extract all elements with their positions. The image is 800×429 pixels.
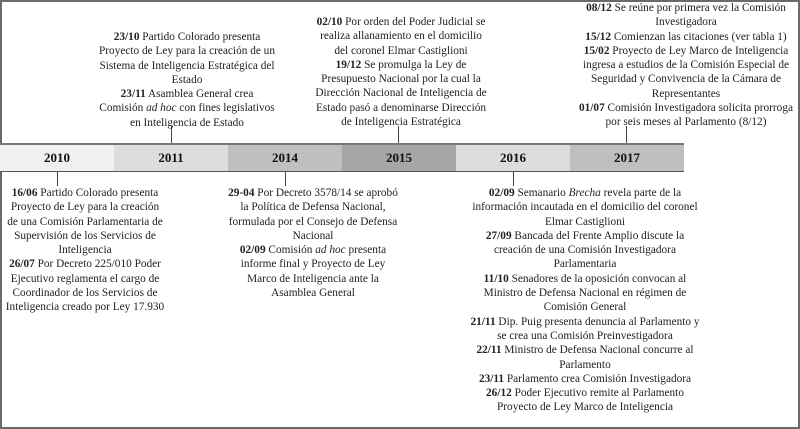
timeline-event [573,30,799,44]
event-date: 29-04 [228,187,255,199]
event-date: 01/07 [579,102,605,115]
timeline-event [573,44,799,101]
year-segment-2016: 2016 [456,145,570,171]
year-segment-2011: 2011 [114,145,228,171]
event-date: 26/12 [486,387,512,400]
event-date: 02/09 [239,244,266,257]
timeline-event [467,372,703,386]
event-text-italic: ad hoc [315,244,346,257]
events-2010 [5,186,165,315]
events-2014 [228,186,398,300]
timeline-event [98,87,276,130]
timeline-event [467,186,703,229]
event-text: Comienzan las citaciones (ver tabla 1) [611,30,787,43]
timeline-event [467,386,703,415]
event-text: Senadores de la oposición convocan al Ministro de Defensa Nacional en régimen de Comisión General [483,272,687,314]
year-segment-2010: 2010 [0,145,114,171]
event-text: con fines legislativos en Inteligencia de Estado [130,102,275,129]
event-text: Se promulga la Ley de Presupuesto Nacional por la cual la Dirección Nacional de Inteligencia de Estado pasó a denominarse Dirección de Inteligencia Estratégica [315,58,487,129]
timeline-event [573,1,799,30]
events-2015 [312,15,490,129]
event-text: Por orden del Poder Judicial se realiza allanamiento en el domicilio del coronel Elmar Castiglioni [320,16,486,57]
event-date: 23/10 [113,31,140,43]
year-segment-2014: 2014 [228,145,342,171]
timeline-event [467,343,703,372]
timeline-event [312,15,490,58]
event-text: Parlamento crea Comisión Investigadora [504,372,692,385]
timeline-event [467,229,703,272]
event-date: 15/02 [583,44,610,57]
event-text: Se reúne por primera vez la Comisión Investigadora [611,2,786,29]
event-date: 22/11 [476,344,502,357]
event-date: 21/11 [470,315,496,328]
timeline-event [228,243,398,300]
event-text-italic: Brecha [568,187,601,199]
event-date: 26/07 [9,258,35,271]
event-text: Asamblea General crea Comisión [99,88,254,115]
event-text: presenta informe final y Proyecto de Ley Marco de Inteligencia ante la Asamblea General [240,244,387,300]
year-segment-2015: 2015 [342,145,456,171]
event-date: 02/09 [488,187,515,199]
event-text: Semanario [514,187,569,199]
connector-2014 [285,172,286,186]
timeline-event [312,58,490,129]
timeline-event [467,315,703,344]
event-text: Proyecto de Ley Marco de Inteligencia ingresa a estudios de la Comisión Especial de Seguridad y Convivencia de la Cámara de Representantes [582,44,790,100]
events-2016 [467,186,703,415]
timeline-event [467,272,703,315]
event-text: Dip. Puig presenta denuncia al Parlamento y se crea una Comisión Preinvestigadora [495,315,700,342]
event-date: 11/10 [483,272,509,285]
event-text: Poder Ejecutivo remite al Parlamento Proyecto de Ley Marco de Inteligencia [497,387,684,414]
events-2017 [573,1,799,130]
event-text: Por Decreto 225/010 Poder Ejecutivo reglamenta el cargo de Coordinador de los Servicios de Inteligencia creado por Ley 17.930 [5,258,165,314]
event-date: 16/06 [11,187,38,199]
event-date: 02/10 [316,16,343,28]
year-segment-2017: 2017 [570,145,684,171]
event-text: Ministro de Defensa Nacional concurre al Parlamento [501,344,694,371]
event-date: 19/12 [335,58,362,71]
timeline-event [573,101,799,130]
event-text: Partido Colorado presenta Proyecto de Ley para la creación de una Comisión Parlamentaria de Supervisión de los Servicios de Inteligencia [7,187,163,257]
events-2011 [98,30,276,130]
timeline-bar [0,143,684,172]
connector-2016 [513,172,514,186]
event-text: Partido Colorado presenta Proyecto de Ley para la creación de un Sistema de Inteligencia Estratégica del Estado [99,31,275,86]
event-text: Bancada del Frente Amplio discute la creación de una Comisión Investigadora Parlamentaria [494,229,685,271]
event-text: Por Decreto 3578/14 se aprobó la Política de Defensa Nacional, formulada por el Consejo de Defensa Nacional [228,187,398,242]
connector-2010 [57,172,58,186]
timeline-event [98,30,276,87]
event-date: 23/11 [478,372,505,385]
event-text-italic: ad hoc [146,102,177,115]
timeline-event [228,186,398,243]
event-date: 23/11 [120,88,146,101]
timeline-event [5,257,165,314]
event-date: 08/12 [586,2,612,14]
event-date: 15/12 [585,30,612,43]
event-text: Comisión Investigadora solicita prorroga por seis meses al Parlamento (8/12) [604,102,793,129]
event-text: Comisión [265,244,316,257]
timeline-event [5,186,165,257]
event-date: 27/09 [485,229,512,242]
event-text: revela parte de la información incautada en el domicilio del coronel Elmar Castiglioni [472,187,698,228]
